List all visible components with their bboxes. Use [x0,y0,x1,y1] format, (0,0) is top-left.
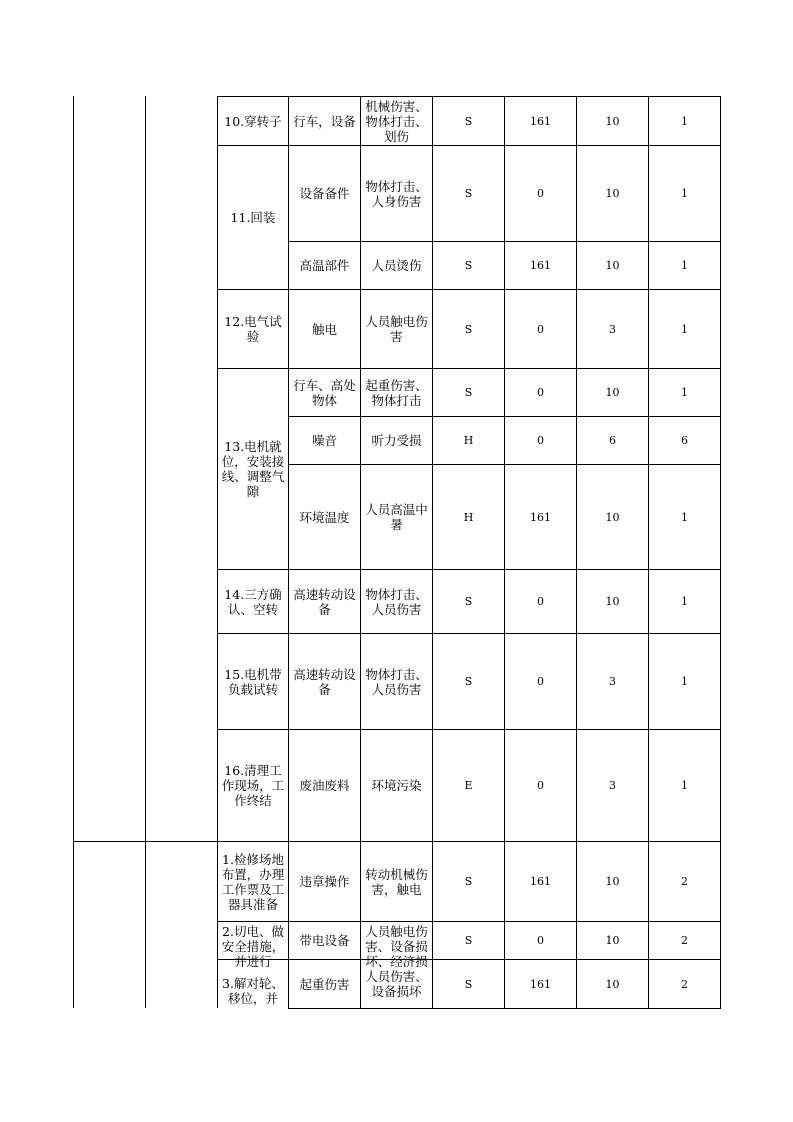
severity-cell: 1 [648,368,721,417]
step-cell: 12.电气试验 [217,289,289,369]
hazard-source-cell: 高速转动设备 [288,633,361,730]
code-cell: 0 [504,633,577,730]
hazard-source-cell: 环境温度 [288,464,361,570]
hazard-cell: 物体打击、人员伤害 [360,633,433,730]
type-cell: S [432,569,505,634]
merged-cell-a2 [145,96,218,842]
code-cell: 0 [504,921,577,960]
hazard-source-cell: 高速转动设备 [288,569,361,634]
hazard-source-cell: 噪音 [288,416,361,465]
code-cell: 161 [504,464,577,570]
hazard-cell: 转动机械伤害，触电 [360,841,433,922]
step-cell: 16.清理工作现场，工作终结 [217,729,289,842]
likelihood-cell: 10 [576,145,649,242]
severity-cell: 6 [648,416,721,465]
merged-cell-b1 [73,841,146,1008]
hazard-cell: 人员烫伤 [360,241,433,290]
likelihood-cell: 10 [576,841,649,922]
severity-cell: 1 [648,729,721,842]
likelihood-cell: 10 [576,569,649,634]
severity-cell: 2 [648,921,721,960]
hazard-source-cell: 废油废料 [288,729,361,842]
hazard-source-cell: 触电 [288,289,361,369]
severity-cell: 1 [648,241,721,290]
likelihood-cell: 10 [576,241,649,290]
likelihood-cell: 10 [576,368,649,417]
severity-cell: 2 [648,841,721,922]
code-cell: 0 [504,569,577,634]
hazard-source-cell: 行车，设备 [288,96,361,146]
type-cell: E [432,729,505,842]
likelihood-cell: 3 [576,729,649,842]
hazard-source-cell: 行车、高处物体 [288,368,361,417]
step-cell: 11.回装 [217,145,289,290]
likelihood-cell: 10 [576,96,649,146]
severity-cell: 1 [648,569,721,634]
type-cell: S [432,633,505,730]
likelihood-cell: 3 [576,289,649,369]
severity-cell: 2 [648,959,721,1009]
likelihood-cell: 6 [576,416,649,465]
type-cell: S [432,96,505,146]
step-cell: 15.电机带负载试转 [217,633,289,730]
severity-cell: 1 [648,633,721,730]
hazard-cell: 听力受损 [360,416,433,465]
likelihood-cell: 10 [576,921,649,960]
step-cell: 13.电机就位，安装接线、调整气隙 [217,368,289,570]
code-cell: 0 [504,368,577,417]
hazard-source-cell: 起重伤害 [288,959,361,1009]
hazard-cell: 人员高温中暑 [360,464,433,570]
type-cell: S [432,959,505,1009]
type-cell: H [432,464,505,570]
severity-cell: 1 [648,145,721,242]
code-cell: 161 [504,96,577,146]
code-cell: 161 [504,841,577,922]
step-cell: 10.穿转子 [217,96,289,146]
hazard-cell: 物体打击、人身伤害 [360,145,433,242]
likelihood-cell: 10 [576,959,649,1009]
type-cell: S [432,368,505,417]
hazard-cell: 人员触电伤害、设备损坏、经济损 [360,921,433,960]
step-cell: 3.解对轮、移位，并 [217,959,289,1008]
hazard-cell: 物体打击、人员伤害 [360,569,433,634]
type-cell: S [432,241,505,290]
likelihood-cell: 3 [576,633,649,730]
code-cell: 161 [504,959,577,1009]
type-cell: S [432,145,505,242]
type-cell: S [432,921,505,960]
hazard-cell: 机械伤害、物体打击、划伤 [360,96,433,146]
type-cell: S [432,841,505,922]
hazard-cell: 起重伤害、物体打击 [360,368,433,417]
hazard-source-cell: 高温部件 [288,241,361,290]
code-cell: 0 [504,289,577,369]
step-cell: 2.切电、做安全措施，并进行 [217,921,289,960]
merged-cell-b2 [145,841,218,1008]
code-cell: 161 [504,241,577,290]
code-cell: 0 [504,729,577,842]
hazard-cell: 人员伤害、设备损坏 [360,959,433,1009]
merged-cell-a1 [73,96,146,842]
severity-cell: 1 [648,289,721,369]
type-cell: S [432,289,505,369]
likelihood-cell: 10 [576,464,649,570]
severity-cell: 1 [648,464,721,570]
step-cell: 14.三方确认、空转 [217,569,289,634]
hazard-source-cell: 违章操作 [288,841,361,922]
hazard-source-cell: 带电设备 [288,921,361,960]
hazard-cell: 环境污染 [360,729,433,842]
code-cell: 0 [504,416,577,465]
hazard-source-cell: 设备备件 [288,145,361,242]
severity-cell: 1 [648,96,721,146]
code-cell: 0 [504,145,577,242]
hazard-cell: 人员触电伤害 [360,289,433,369]
type-cell: H [432,416,505,465]
step-cell: 1.检修场地布置，办理工作票及工器具准备 [217,841,289,922]
